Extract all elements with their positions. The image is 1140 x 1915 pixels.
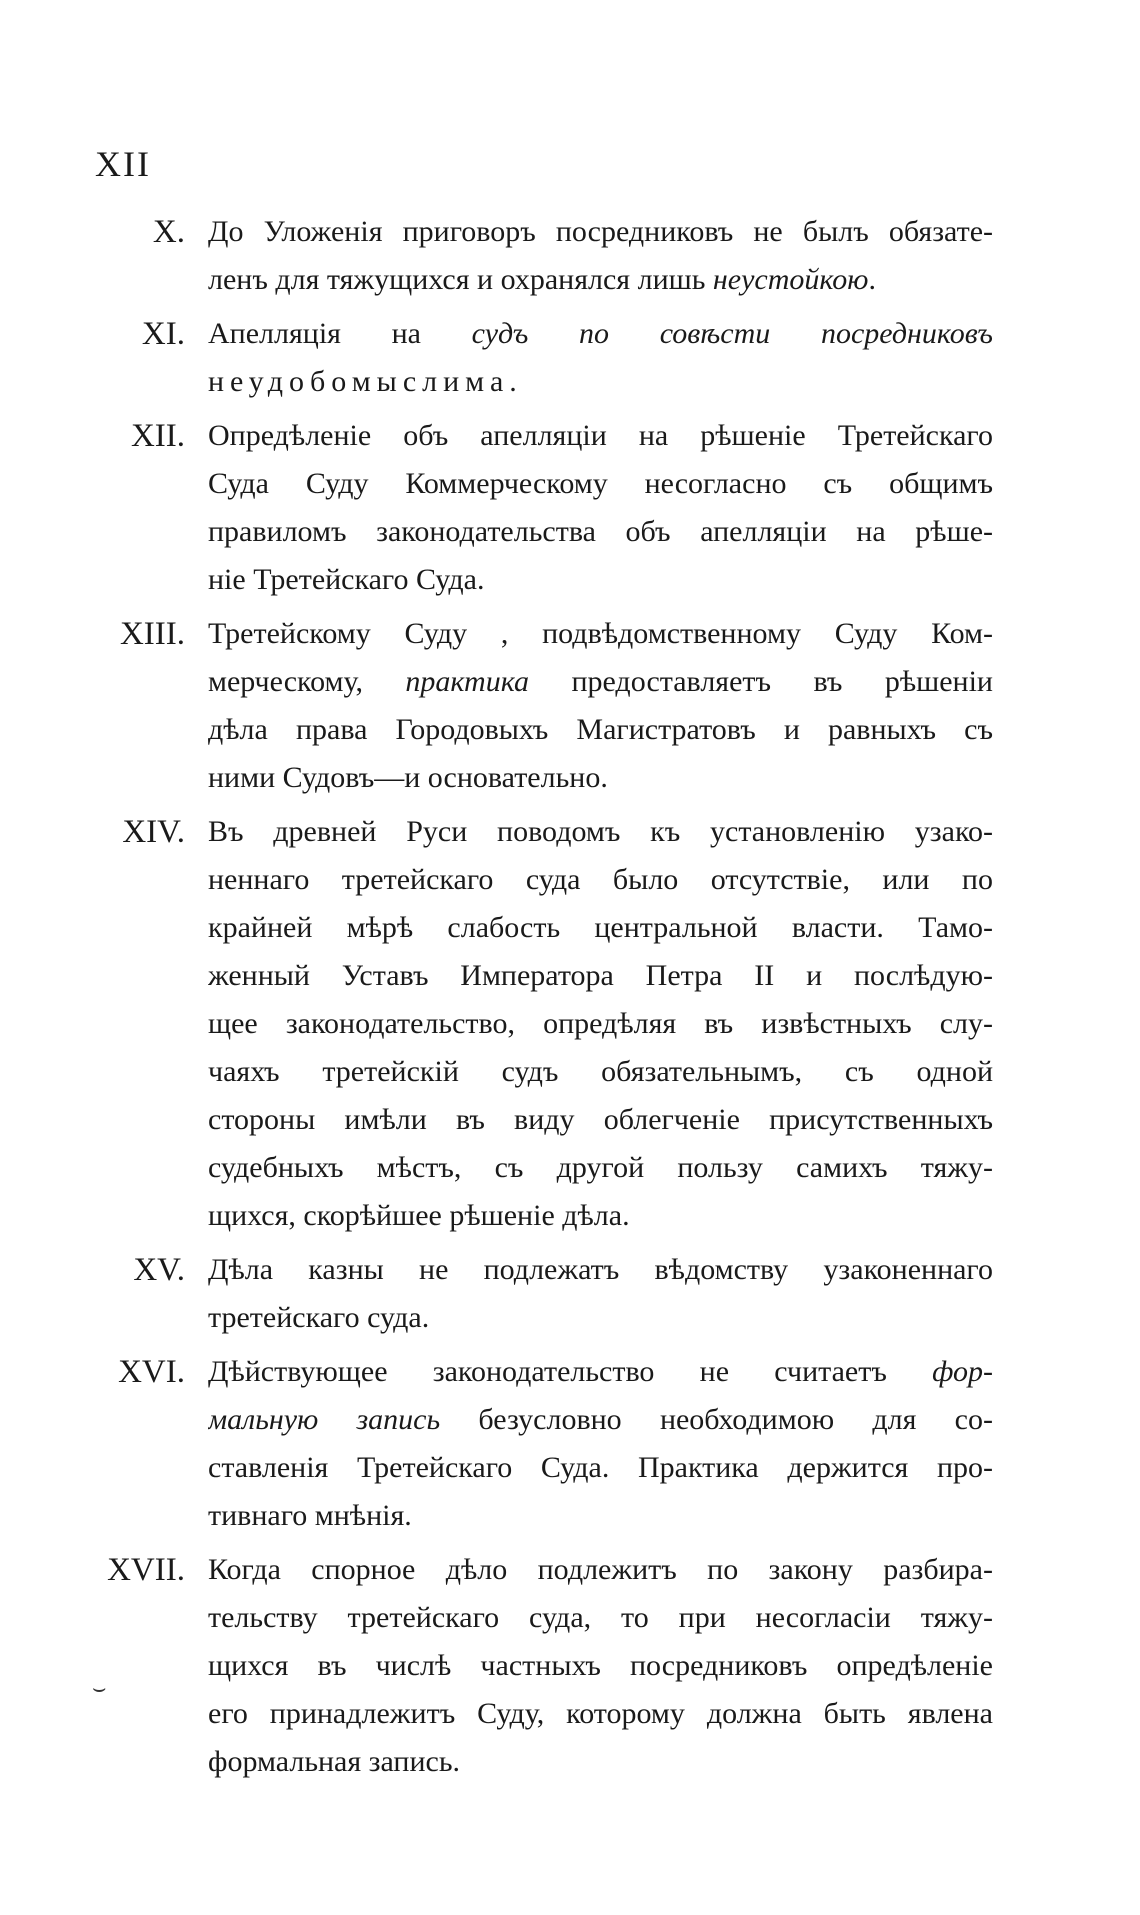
text-line (208, 1192, 993, 1240)
text-segment: дѣла права Городовыхъ Магистратовъ и равныхъ съ (208, 713, 993, 746)
text-segment: Дѣла казны не подлежатъ вѣдомству узаконеннаго (208, 1253, 993, 1286)
italic-text: неустойкою (712, 263, 869, 296)
italic-text: мальную запись (208, 1403, 441, 1436)
text-line (208, 1294, 993, 1342)
text-segment: безусловно необходимою для со- (440, 1403, 993, 1436)
text-line (208, 808, 993, 856)
text-segment: щихся, скорѣйшее рѣшеніе дѣла. (208, 1199, 630, 1232)
text-line (208, 1144, 993, 1192)
text-line (208, 952, 993, 1000)
text-line (208, 460, 993, 508)
thesis-text (208, 412, 993, 604)
text-line (208, 1594, 993, 1642)
thesis-item (0, 808, 1140, 1240)
thesis-item (0, 610, 1140, 802)
text-segment: . (868, 263, 876, 296)
text-line (208, 754, 993, 802)
text-segment: ніе Третейскаго Суда. (208, 563, 485, 596)
text-segment: его принадлежитъ Суду, которому должна быть явлена (208, 1697, 993, 1730)
text-line (208, 1348, 993, 1396)
text-line (208, 610, 993, 658)
text-segment: Когда спорное дѣло подлежитъ по закону разбира- (208, 1553, 993, 1586)
text-line (208, 208, 993, 256)
text-line (208, 508, 993, 556)
thesis-numeral: X. (152, 214, 185, 250)
thesis-numeral: XIII. (119, 616, 185, 652)
thesis-item (0, 1348, 1140, 1540)
text-segment: неннаго третейскаго суда было отсутствіе, или по (208, 863, 993, 896)
text-segment: третейскаго суда. (208, 1301, 430, 1334)
text-line (208, 1246, 993, 1294)
text-segment: Дѣйствующее законодательство не считаетъ (208, 1355, 933, 1388)
text-line (208, 256, 993, 304)
theses-list (0, 208, 1140, 1792)
text-segment: ленъ для тяжущихся и охранялся лишь (208, 263, 713, 296)
text-segment: ними Судовъ—и основательно. (208, 761, 608, 794)
thesis-text (208, 1348, 993, 1540)
text-segment: судебныхъ мѣстъ, съ другой пользу самихъ тяжу- (208, 1151, 993, 1184)
text-line (208, 658, 993, 706)
thesis-text (208, 310, 993, 406)
text-segment: тельству третейскаго суда, то при несогласіи тяжу- (208, 1601, 993, 1634)
thesis-text (208, 1246, 993, 1342)
text-line (208, 412, 993, 460)
text-segment: крайней мѣрѣ слабость центральной власти. Тамо- (208, 911, 993, 944)
text-segment: женный Уставъ Императора Петра II и послѣдую- (208, 959, 993, 992)
text-line (208, 706, 993, 754)
thesis-item (0, 310, 1140, 406)
text-line (208, 556, 993, 604)
text-line (208, 856, 993, 904)
text-segment: ставленія Третейскаго Суда. Практика держится про- (208, 1451, 993, 1484)
thesis-item (0, 1246, 1140, 1342)
thesis-item (0, 208, 1140, 304)
text-line (208, 1048, 993, 1096)
text-line (208, 358, 993, 406)
text-segment: щихся въ числѣ частныхъ посредниковъ опредѣленіе (208, 1649, 993, 1682)
thesis-numeral: XVII. (107, 1552, 185, 1588)
italic-text: судъ по совѣсти посредниковъ (471, 317, 993, 350)
thesis-text (208, 208, 993, 304)
margin-mark: ⌣ (92, 1676, 107, 1701)
text-segment: предоставляетъ въ рѣшеніи (529, 665, 993, 698)
text-segment: неудобомыслима. (208, 365, 523, 398)
thesis-text (208, 1546, 993, 1786)
text-line (208, 1690, 993, 1738)
text-segment: правиломъ законодательства объ апелляціи на рѣше- (208, 515, 993, 548)
thesis-item (0, 412, 1140, 604)
text-line (208, 1096, 993, 1144)
text-line (208, 1738, 993, 1786)
text-segment: Апелляція на (208, 317, 472, 350)
text-segment: Суда Суду Коммерческому несогласно съ общимъ (208, 467, 993, 500)
text-line (208, 1492, 993, 1540)
text-segment: мерческому, (208, 665, 406, 698)
text-line (208, 904, 993, 952)
text-segment: До Уложенія приговоръ посредниковъ не былъ обязате- (208, 215, 993, 248)
thesis-numeral: XV. (133, 1252, 185, 1288)
thesis-item (0, 1546, 1140, 1786)
page-number: XII (95, 144, 151, 184)
text-segment: Третейскому Суду , подвѣдомственному Суду Ком- (208, 617, 993, 650)
text-line (208, 1642, 993, 1690)
thesis-numeral: XII. (130, 418, 185, 454)
text-segment: формальная запись. (208, 1745, 461, 1778)
thesis-numeral: XIV. (122, 814, 185, 850)
text-segment: тивнаго мнѣнія. (208, 1499, 412, 1532)
text-segment: Въ древней Руси поводомъ къ установленію узако- (208, 815, 993, 848)
text-line (208, 310, 993, 358)
italic-text: фор- (932, 1355, 993, 1388)
thesis-numeral: XVI. (118, 1354, 185, 1390)
text-segment: чаяхъ третейскій судъ обязательнымъ, съ одной (208, 1055, 993, 1088)
text-line (208, 1444, 993, 1492)
text-line (208, 1000, 993, 1048)
text-segment: Опредѣленіе объ апелляціи на рѣшеніе Третейскаго (208, 419, 993, 452)
text-line (208, 1546, 993, 1594)
thesis-numeral: XI. (141, 316, 185, 352)
text-segment: стороны имѣли въ виду облегченіе присутственныхъ (208, 1103, 993, 1136)
text-line (208, 1396, 993, 1444)
italic-text: практика (405, 665, 530, 698)
thesis-text (208, 610, 993, 802)
thesis-text (208, 808, 993, 1240)
text-segment: щее законодательство, опредѣляя въ извѣстныхъ слу- (208, 1007, 993, 1040)
